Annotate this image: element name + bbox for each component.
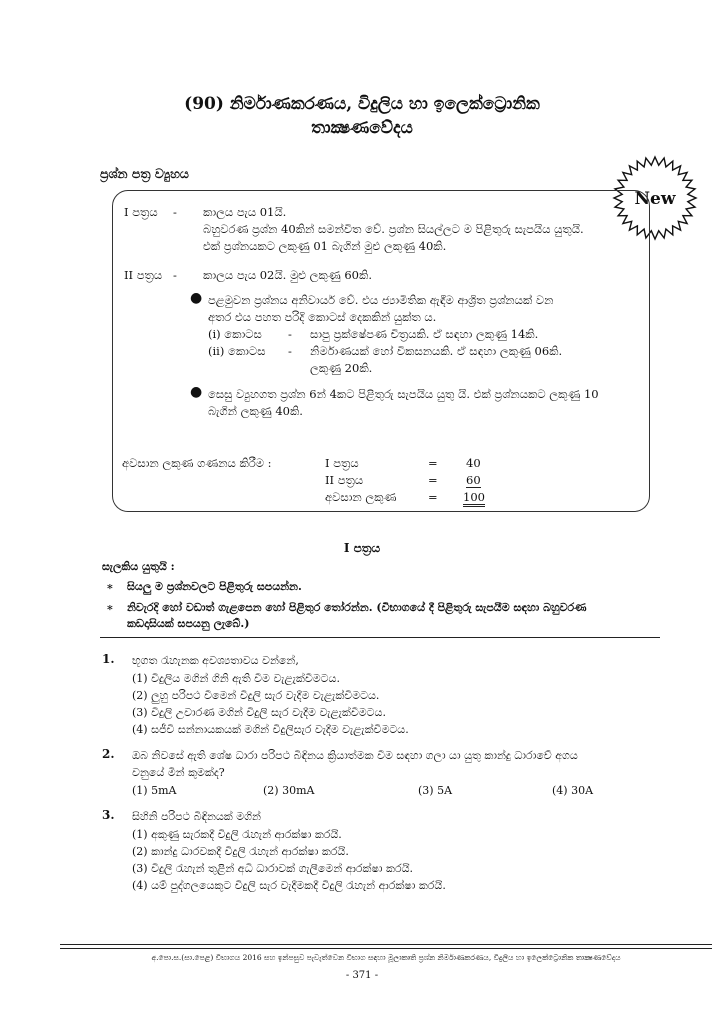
paper2-dash: - xyxy=(173,268,177,282)
q2-option-3: (3) 5A xyxy=(418,784,453,797)
part-title: I පත්‍රය xyxy=(343,541,381,555)
q3-option-2: (2) කාන්දු ධාරවකදී විදුලි රැහැන් ආරක්ෂා කරයි. xyxy=(132,845,349,858)
part2-text: නිර්මාණයක් හෝ විකසනයකි. ඒ සඳහා ලකුණු 06කි. xyxy=(310,344,563,358)
q2-option-1: (1) 5mA xyxy=(132,784,177,797)
q3-option-4: (4) යම් පුද්ගලයෙකුට විදුලි සැර වැදීමකදී විදුලි රැහැන් ආරක්ෂා කරයි. xyxy=(132,879,446,892)
footer-rule-bottom xyxy=(60,948,712,949)
row3-value: 100 xyxy=(463,490,485,507)
final-calc-label: අවසාන ලකුණ ගණනය කිරීම : xyxy=(122,456,272,470)
row2-value: 60 xyxy=(466,473,481,487)
q2-option-2: (2) 30mA xyxy=(263,784,315,797)
q3-option-3: (3) විදුලි රැහැන් තුළින් අධි ධාරාවක් ගැලීමෙන් ආරක්ෂා කරයි. xyxy=(132,862,414,875)
q1-option-4: (4) සජීවී සන්නායකයක් මගින් විදුලිසැර වැදීම වැළැක්වීමටය. xyxy=(132,723,409,736)
row2-eq: = xyxy=(428,473,438,487)
footer-text: අ.පො.ස.(සා.පෙළ) විභාගය 2016 සහ ඉන්පසුව පැවැත්වෙන විභාග සඳහා මූලාකෘති ප්‍රශ්න නිර්මාණකරණය, විදුලිය හා ඉලෙක්ට්‍රොනික තාක්‍ෂණවේදය xyxy=(151,953,621,962)
part1-label: (i) කොටස xyxy=(208,327,262,341)
section-title: ප්‍රශ්න පත්‍ර ව්‍යුහය xyxy=(100,166,189,181)
q2-option-4: (4) 30A xyxy=(552,784,594,797)
paper1-label: I පත්‍රය xyxy=(124,205,158,219)
page-title-line2: තාක්‍ෂණවේදය xyxy=(311,118,413,138)
paper1-time: කාලය පැය 01යි. xyxy=(203,205,287,219)
row1-value: 40 xyxy=(466,456,481,470)
q2-number: 2. xyxy=(102,747,115,761)
paper1-desc1: බහුවරණ ප්‍රශ්න 40කින් සමන්විත වේ. ප්‍රශ්න සියල්ලට ම පිළිතුරු සැපයිය යුතුයි. xyxy=(203,222,584,236)
row1-eq: = xyxy=(428,456,438,470)
instruction-item-2: නිවැරදි හෝ වඩාත් ගැළපෙන හෝ පිළිතුර තෝරන්න. (විභාගයේ දී පිළිතුරු සැපයීම සඳහා බහුවරණ xyxy=(127,601,587,614)
footer-rule-top xyxy=(60,944,712,945)
bullet2-line1: සෙසු ව්‍යුහගත ප්‍රශ්න 6න් 4කට පිළිතුරු සැපයිය යුතු යි. එක් ප්‍රශ්නයකට ලකුණු 10 xyxy=(208,387,599,401)
star-1: ∗ xyxy=(106,580,114,593)
q1-number: 1. xyxy=(102,652,115,666)
bullet-dot-1: ● xyxy=(190,290,203,306)
q1-option-1: (1) විදුලිය මගින් ගිනි ඇති වීම වැළැක්වීමටය. xyxy=(132,672,340,685)
row1-label: I පත්‍රය xyxy=(325,456,359,470)
instruction-item-1: සියලු ම ප්‍රශ්නවලට පිළිතුරු සපයන්න. xyxy=(127,580,302,593)
page-title-line1: (90) නිර්මාණකරණය, විදුලිය හා ඉලෙක්ට්‍රොනික xyxy=(184,94,540,114)
bullet1-line2: අතර එය පහත පරිදි කොටස් දෙකකින් යුක්ත ය. xyxy=(208,310,437,324)
new-badge-text: New xyxy=(634,189,676,209)
row3-label: අවසාන ලකුණ xyxy=(325,490,397,504)
instructions-heading: සැලකිය යුතුයි : xyxy=(102,560,175,573)
q3-number: 3. xyxy=(102,808,115,822)
q3-option-1: (1) අකුණු සැරකදී විදුලි රැහැන් ආරක්ෂා කරයි. xyxy=(132,828,342,841)
page-number: - 371 - xyxy=(345,970,379,981)
part2-label: (ii) කොටස xyxy=(208,344,266,358)
bullet1-line1: පළමුවන ප්‍රශ්නය අනිවාර්ය වේ. එය ජ්‍යාමිතික ඇඳීම ආශ්‍රිත ප්‍රශ්නයක් වන xyxy=(208,293,554,307)
q1-option-2: (2) ලුහු පරිපථ වීමෙන් විදුලි සැර වැදීම වැළැක්වීමටය. xyxy=(132,689,380,702)
bullet2-line2: බැගින් ලකුණු 40කි. xyxy=(208,404,303,418)
part1-dash: - xyxy=(288,327,292,341)
q1-option-3: (3) විදුලි උවාරණ මගින් විදුලි සැර වැදීම වැළැක්වීමටය. xyxy=(132,706,386,719)
row2-label: II පත්‍රය xyxy=(325,473,364,487)
part2-text2: ලකුණු 20කි. xyxy=(310,361,373,375)
part2-dash: - xyxy=(288,344,292,358)
q2-stem-line2: වනුයේ මින් කුමක්ද? xyxy=(132,766,225,779)
bullet-dot-2: ● xyxy=(190,384,203,400)
q2-stem-line1: ඔබ නිවසේ ඇති ශේෂ ධාරා පරිපථ බිඳිනය ක්‍රියාත්මක වීම සඳහා ගලා යා යුතු කාන්දු ධාරාවේ අගය xyxy=(132,749,578,762)
q1-stem: භූගත රැහැනක අවශ්‍යතාවය වන්නේ, xyxy=(132,654,299,667)
instructions-divider xyxy=(100,637,660,638)
q3-stem: සිහිනි පරිපථ බිඳිනයක් මගින් xyxy=(132,810,261,823)
paper2-time: කාලය පැය 02යි. මුළු ලකුණු 60කි. xyxy=(203,268,372,282)
paper2-label: II පත්‍රය xyxy=(124,268,163,282)
instruction-item-2b: කඩදාසියක් සපයනු ලැබේ.) xyxy=(127,617,250,630)
paper1-desc2: එක් ප්‍රශ්නයකට ලකුණු 01 බැගින් මුළු ලකුණු 40කි. xyxy=(203,239,447,253)
row3-eq: = xyxy=(428,490,438,504)
star-2: ∗ xyxy=(106,601,114,614)
paper1-dash: - xyxy=(173,205,177,219)
part1-text: සාපු ප්‍රක්ෂේපණ චිත්‍රයකි. ඒ සඳහා ලකුණු 14කි. xyxy=(310,327,539,341)
